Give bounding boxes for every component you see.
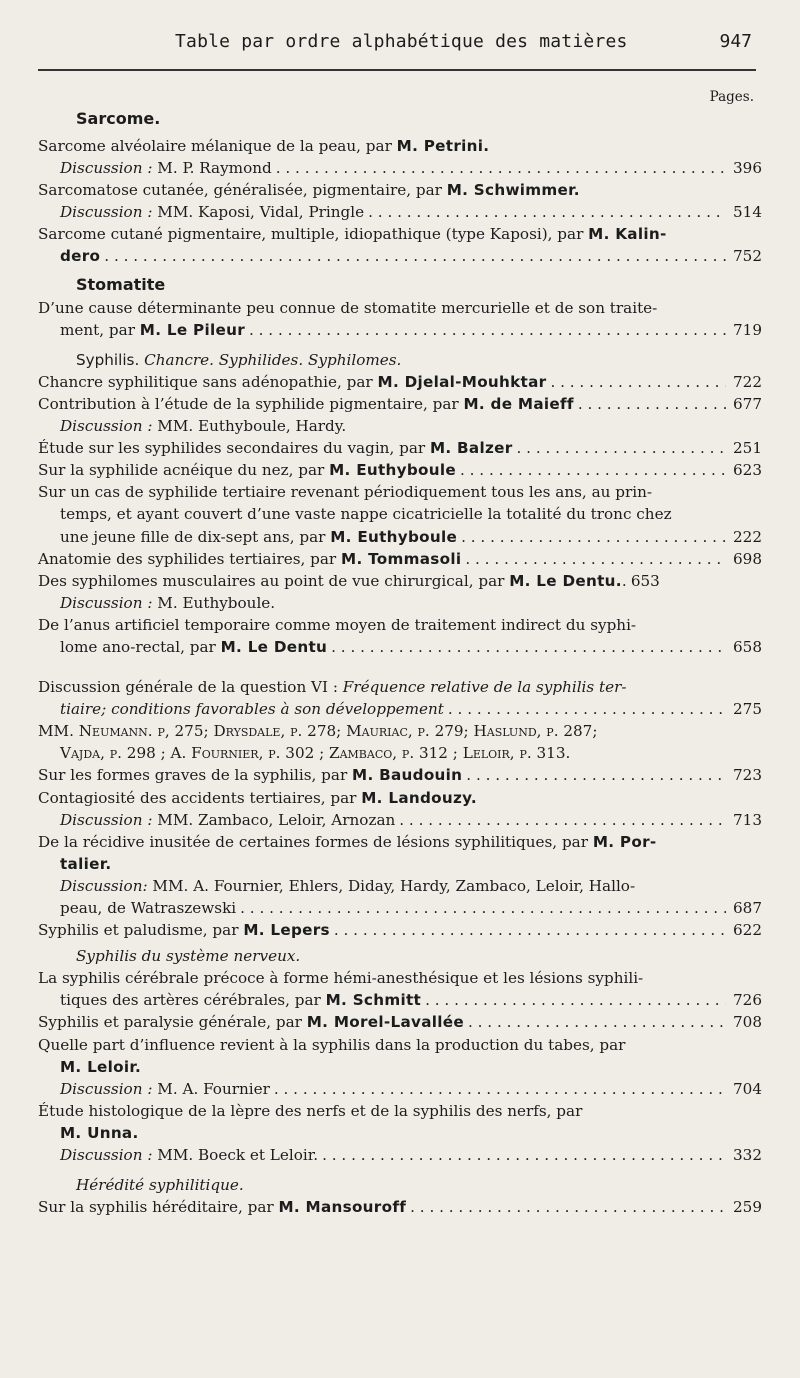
page-number: 947 (719, 31, 752, 52)
running-head-title: Table par ordre alphabétique des matières (175, 31, 628, 52)
page-ref: 723 (733, 766, 762, 785)
speaker-list: MM. Neumann. p, 275; Drysdale, p. 278; Mauriac, p. 279; Haslund, p. 287; (38, 722, 598, 741)
page-ref: 719 (733, 320, 762, 339)
index-entry: La syphilis cérébrale précoce à forme hémi-anesthésique et les lésions syphili- (38, 969, 644, 988)
page-ref: 622 (733, 921, 762, 940)
pages-column-label: Pages. (709, 89, 754, 105)
header-rule (38, 69, 756, 71)
page-ref: 708 (733, 1013, 762, 1032)
running-head (0, 28, 800, 58)
index-entry: Sarcome alvéolaire mélanique de la peau, par M. Petrini. (38, 137, 490, 155)
page-ref: 713 (733, 810, 762, 829)
page-ref: 726 (733, 991, 762, 1010)
index-entry-continued: tiques des artères cérébrales, par M. Schmitt . . . 726 (38, 989, 762, 1011)
index-entry-discussion: Discussion : M. A. Fournier . . . 704 (38, 1078, 762, 1100)
page-ref: 698 (733, 549, 762, 568)
index-entry: De l’anus artificiel temporaire comme moyen de traitement indirect du syphi- (38, 615, 637, 634)
index-entry: Étude sur les syphilides secondaires du vagin, par M. Balzer . . . 251 (38, 437, 762, 459)
index-entry-continued: temps, et ayant couvert d’une vaste nappe cicatricielle la totalité du tronc chez (60, 505, 672, 524)
index-entry: Quelle part d’influence revient à la syphilis dans la production du tabes, par (38, 1035, 626, 1054)
index-entry: Sarcome cutané pigmentaire, multiple, idiopathique (type Kaposi), par M. Kalin- (38, 225, 667, 244)
index-entry: Syphilis et paludisme, par M. Lepers . . . 622 (38, 919, 762, 941)
index-entry-continued: tiaire; conditions favorables à son développement . . . 275 (38, 698, 762, 720)
index-entry: Des syphilomes musculaires au point de vue chirurgical, par M. Le Dentu. . . . 653 (38, 570, 762, 592)
page-ref: 396 (733, 159, 762, 178)
index-entry-discussion: Discussion : MM. Zambaco, Leloir, Arnozan . . . 713 (38, 809, 762, 831)
index-entry-continued: une jeune fille de dix-sept ans, par M. Euthyboule . . . 222 (38, 526, 762, 548)
index-entry: Contribution à l’étude de la syphilide pigmentaire, par M. de Maieff . . . 677 (38, 393, 762, 415)
speaker-list: Vajda, p. 298 ; A. Fournier, p. 302 ; Zambaco, p. 312 ; Leloir, p. 313. (60, 744, 571, 763)
page-ref: 623 (733, 461, 762, 480)
index-entry-continued: M. Leloir. (60, 1057, 142, 1076)
index-entry-discussion: Discussion: MM. A. Fournier, Ehlers, Diday, Hardy, Zambaco, Leloir, Hallo- (60, 876, 636, 895)
index-entry: D’une cause déterminante peu connue de stomatite mercurielle et de son traite- (38, 298, 658, 317)
index-entry-discussion: Discussion : M. Euthyboule. (60, 593, 276, 612)
index-content (38, 106, 762, 1218)
section-heading-sarcome: Sarcome. (76, 109, 161, 128)
index-entry: Discussion générale de la question VI : Fréquence relative de la syphilis ter- (38, 678, 627, 697)
index-entry-continued: ment, par M. Le Pileur . . . 719 (38, 319, 762, 341)
section-heading-syphilis: Syphilis. Chancre. Syphilides. Syphilomes. (76, 350, 402, 369)
page-ref: 704 (733, 1079, 762, 1098)
page-ref: 653 (630, 571, 660, 590)
page-ref: 658 (733, 637, 762, 656)
index-entry-discussion: Discussion : MM. Kaposi, Vidal, Pringle . . . 514 (38, 201, 762, 223)
index-entry-discussion: Discussion : MM. Euthyboule, Hardy. (60, 417, 347, 436)
index-entry: Anatomie des syphilides tertiaires, par M. Tommasoli . . . 698 (38, 548, 762, 570)
page-ref: 514 (733, 203, 762, 222)
index-entry-continued: M. Unna. (60, 1123, 139, 1142)
page-ref: 251 (733, 439, 762, 458)
index-entry: Chancre syphilitique sans adénopathie, par M. Djelal-Mouhktar . . . 722 (38, 371, 762, 393)
page-ref: 752 (733, 247, 762, 266)
index-entry: Sur la syphilis héréditaire, par M. Mansouroff . . . 259 (38, 1196, 762, 1218)
section-heading-stomatite: Stomatite (76, 274, 166, 294)
index-entry-discussion: Discussion : M. P. Raymond . . . 396 (38, 157, 762, 179)
index-entry-discussion: Discussion : MM. Boeck et Leloir. . . . 332 (38, 1144, 762, 1166)
index-entry-continued: peau, de Watraszewski . . . 687 (38, 897, 762, 919)
index-entry-continued: dero . . . 752 (38, 245, 762, 267)
index-entry-continued: lome ano-rectal, par M. Le Dentu . . . 658 (38, 636, 762, 658)
page-ref: 222 (733, 527, 762, 546)
index-entry: Sur la syphilide acnéique du nez, par M. Euthyboule . . . 623 (38, 459, 762, 481)
index-entry: Étude histologique de la lèpre des nerfs et de la syphilis des nerfs, par (38, 1101, 583, 1120)
index-entry: Contagiosité des accidents tertiaires, par M. Landouzy. (38, 788, 478, 807)
page-ref: 677 (733, 394, 762, 413)
page-ref: 687 (733, 899, 762, 917)
index-entry: Sarcomatose cutanée, généralisée, pigmentaire, par M. Schwimmer. (38, 181, 580, 200)
index-entry: Syphilis et paralysie générale, par M. Morel-Lavallée . . . 708 (38, 1011, 762, 1033)
page-ref: 275 (733, 700, 762, 719)
index-entry: Sur un cas de syphilide tertiaire revenant périodiquement tous les ans, au prin- (38, 483, 652, 502)
index-entry-continued: talier. (60, 854, 112, 873)
page-ref: 259 (733, 1198, 762, 1217)
page-ref: 722 (733, 372, 762, 391)
page-ref: 332 (733, 1146, 762, 1165)
index-entry: Sur les formes graves de la syphilis, par M. Baudouin . . . 723 (38, 764, 762, 786)
section-heading-nervous-system: Syphilis du système nerveux. (76, 947, 301, 966)
section-heading-heredite: Hérédité syphilitique. (76, 1176, 244, 1195)
index-entry: De la récidive inusitée de certaines formes de lésions syphilitiques, par M. Por- (38, 832, 657, 851)
